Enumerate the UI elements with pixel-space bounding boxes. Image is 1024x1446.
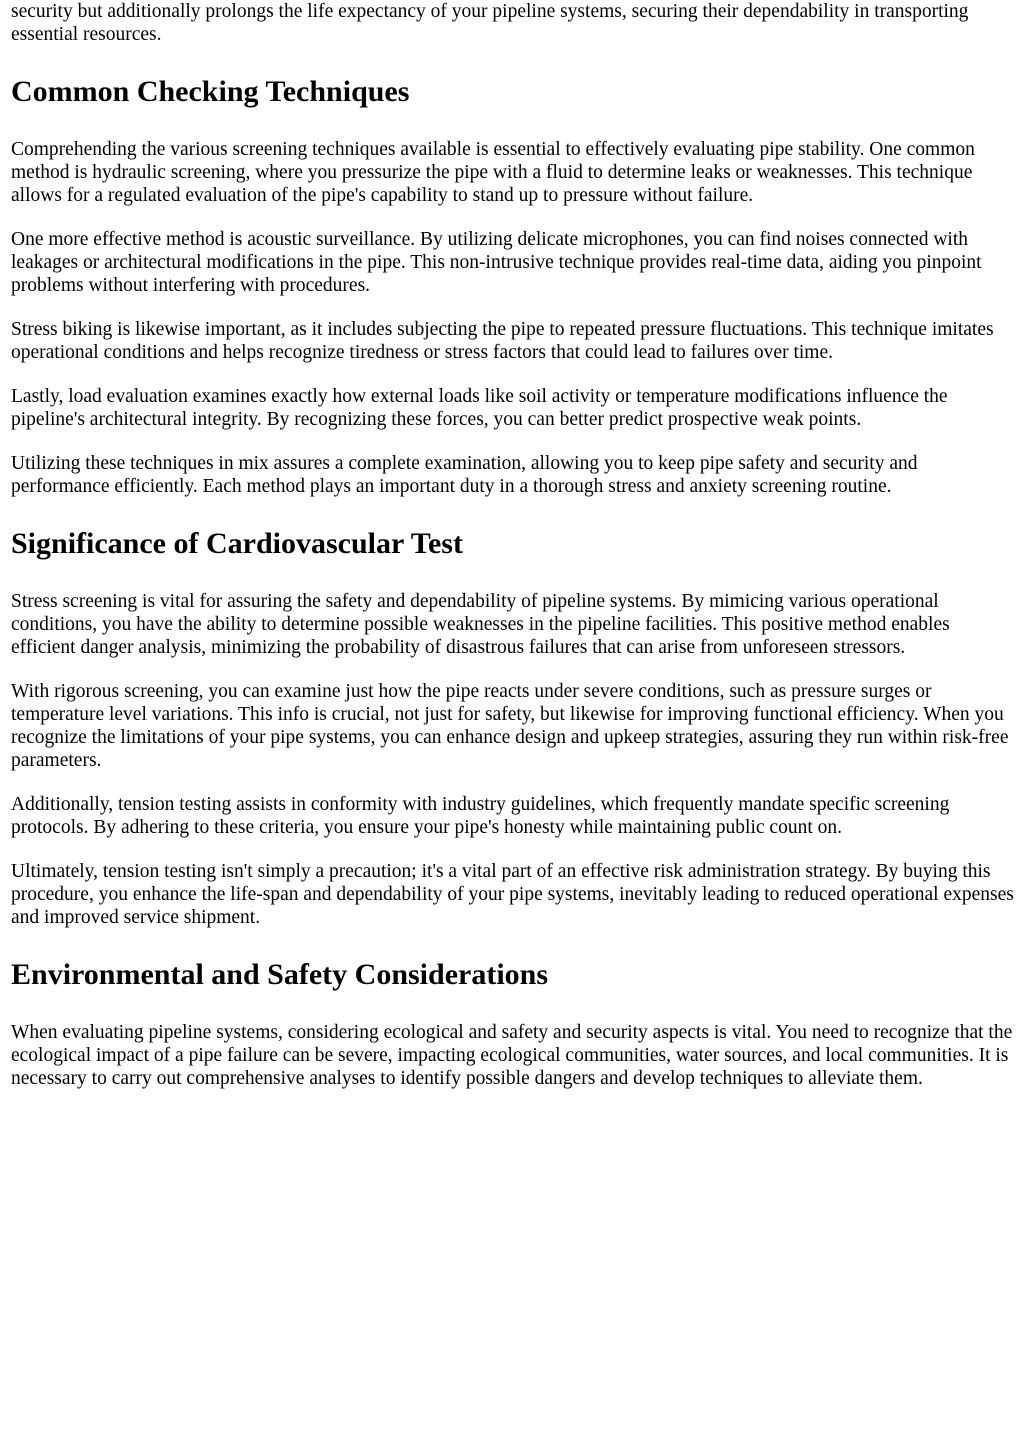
body-paragraph: When evaluating pipeline systems, considering ecological and safety and security aspects is vital. You need to recognize that the ecological impact of a pipe failure can be severe, impacting ecological communities, water sources, and local communities. It is necessary to carry out comprehensive analyses to identify possible dangers and develop techniques to alleviate them. (11, 1022, 1013, 1089)
body-paragraph: With rigorous screening, you can examine just how the pipe reacts under severe conditions, such as pressure surges or temperature level variations. This info is crucial, not just for safety, but likewise for improving functional efficiency. When you recognize the limitations of your pipe systems, you can enhance design and upkeep strategies, assuring they run within risk-free parameters. (11, 681, 1009, 771)
intro-paragraph: security but additionally prolongs the life expectancy of your pipeline systems, securing their dependability in transporting essential resources. (11, 1, 969, 45)
body-paragraph: Lastly, load evaluation examines exactly how external loads like soil activity or temperature modifications influence the pipeline's architectural integrity. By recognizing these forces, you can better predict prospective weak points. (11, 386, 948, 430)
section-common-checking-techniques (11, 74, 1014, 498)
body-paragraph: Utilizing these techniques in mix assures a complete examination, allowing you to keep pipe safety and security and performance efficiently. Each method plays an important duty in a thorough stress and anxiety screening routine. (11, 453, 918, 497)
section-heading: Significance of Cardiovascular Test (11, 527, 463, 560)
section-significance-of-cardiovascular-test (11, 526, 1014, 929)
section-environmental-and-safety-considerations (11, 957, 1014, 1090)
body-paragraph: Comprehending the various screening techniques available is essential to effectively evaluating pipe stability. One common method is hydraulic screening, where you pressurize the pipe with a fluid to determine leaks or weaknesses. This technique allows for a regulated evaluation of the pipe's capability to stand up to pressure without failure. (11, 139, 975, 206)
section-heading: Common Checking Techniques (11, 75, 410, 108)
body-paragraph: Additionally, tension testing assists in conformity with industry guidelines, which frequently mandate specific screening protocols. By adhering to these criteria, you ensure your pipe's honesty while maintaining public count on. (11, 794, 950, 838)
section-heading: Environmental and Safety Considerations (11, 958, 549, 991)
body-paragraph: Stress biking is likewise important, as it includes subjecting the pipe to repeated pressure fluctuations. This technique imitates operational conditions and helps recognize tiredness or stress factors that could lead to failures over time. (11, 319, 994, 363)
body-paragraph: Ultimately, tension testing isn't simply a precaution; it's a vital part of an effective risk administration strategy. By buying this procedure, you enhance the life-span and dependability of your pipe systems, inevitably leading to reduced operational expenses and improved service shipment. (11, 861, 1014, 928)
body-paragraph: One more effective method is acoustic surveillance. By utilizing delicate microphones, you can find noises connected with leakages or architectural modifications in the pipe. This non-intrusive technique provides real-time data, aiding you pinpoint problems without interfering with procedures. (11, 229, 982, 296)
body-paragraph: Stress screening is vital for assuring the safety and dependability of pipeline systems. By mimicing various operational conditions, you have the ability to determine possible weaknesses in the pipeline facilities. This positive method enables efficient danger analysis, minimizing the probability of disastrous failures that can arise from unforeseen stressors. (11, 591, 950, 658)
